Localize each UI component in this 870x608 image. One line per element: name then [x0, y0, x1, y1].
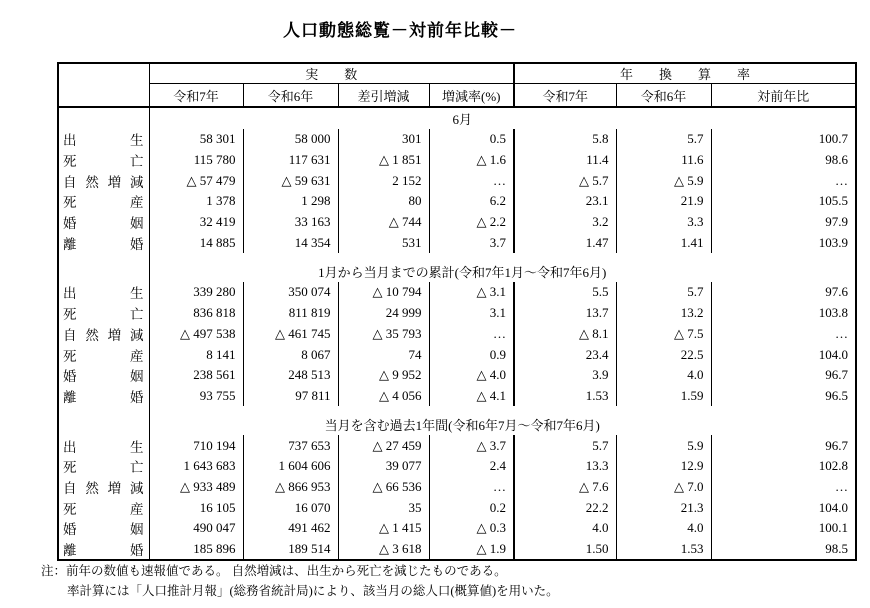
cell-difference: △ 35 793: [338, 324, 429, 345]
column-header-reiwa7-annual: 令和7年: [514, 84, 616, 108]
cell-prev-year-ratio: 100.7: [818, 131, 849, 147]
cell-reiwa7-annual: 1.47: [514, 232, 616, 253]
cell-reiwa7-annual: 13.3: [514, 456, 616, 477]
cell-reiwa6-actual: 14 354: [243, 232, 338, 253]
cell-change-rate: 2.4: [429, 456, 514, 477]
table-row: [58, 212, 856, 233]
cell-reiwa6-actual: △ 59 631: [243, 170, 338, 191]
cell-reiwa6-annual: 21.9: [616, 191, 711, 212]
cell-reiwa7-actual: 238 561: [149, 365, 243, 386]
cell-reiwa6-actual: 117 631: [243, 150, 338, 171]
table-header: [58, 63, 856, 107]
cell-reiwa7-actual: △ 497 538: [149, 324, 243, 345]
cell-change-rate: …: [429, 324, 514, 345]
spacer-cell: [149, 406, 856, 413]
cell-reiwa6-annual: 1.41: [616, 232, 711, 253]
spacer-cell: [149, 253, 856, 260]
cell-prev-year-ratio: 97.9: [825, 214, 849, 230]
cell-reiwa7-annual: △ 5.7: [514, 170, 616, 191]
cell-reiwa6-annual: 21.3: [616, 497, 711, 518]
group-header-annual-rate: 年 換 算 率: [514, 63, 856, 84]
cell-reiwa7-annual: 1.50: [514, 539, 616, 560]
cell-reiwa7-actual: 1 378: [149, 191, 243, 212]
cell-difference: 80: [338, 191, 429, 212]
cell-reiwa7-annual: △ 7.6: [514, 477, 616, 498]
cell-difference: △ 1 851: [338, 150, 429, 171]
table-row: [58, 497, 856, 518]
section-title: 当月を含む過去1年間(令和6年7月～令和7年6月): [324, 417, 600, 433]
cell-difference: 74: [338, 344, 429, 365]
cell-prev-year-ratio: 98.5: [825, 540, 849, 556]
cell-change-rate: △ 4.1: [429, 386, 514, 407]
cell-reiwa6-annual: △ 7.5: [616, 324, 711, 345]
table-row: [58, 386, 856, 407]
footnotes: [41, 561, 559, 601]
cell-difference: △ 10 794: [338, 282, 429, 303]
cell-change-rate: 3.7: [429, 232, 514, 253]
row-label: 自 然 増 減: [58, 477, 149, 498]
cell-prev-year-ratio: 96.7: [825, 437, 849, 453]
row-label: 離 婚: [58, 232, 149, 253]
spacer-cell: [58, 406, 149, 413]
row-label-empty: [58, 413, 149, 435]
cell-difference: △ 27 459: [338, 435, 429, 456]
cell-reiwa7-annual: 1.53: [514, 386, 616, 407]
cell-prev-year-ratio: 103.8: [818, 305, 849, 321]
cell-difference: △ 1 415: [338, 518, 429, 539]
cell-reiwa6-actual: 491 462: [243, 518, 338, 539]
cell-prev-year-ratio: …: [835, 172, 849, 188]
table-row: [58, 232, 856, 253]
cell-reiwa6-annual: 4.0: [616, 365, 711, 386]
table-row: [58, 150, 856, 171]
cell-prev-year-ratio: …: [835, 325, 849, 341]
table-row: [58, 539, 856, 560]
cell-reiwa6-annual: 13.2: [616, 303, 711, 324]
cell-reiwa6-actual: 350 074: [243, 282, 338, 303]
cell-prev-year-ratio: 104.0: [818, 499, 849, 515]
cell-difference: △ 4 056: [338, 386, 429, 407]
cell-change-rate: △ 2.2: [429, 212, 514, 233]
cell-reiwa6-actual: 1 298: [243, 191, 338, 212]
cell-reiwa7-annual: 4.0: [514, 518, 616, 539]
cell-reiwa6-annual: 5.9: [616, 435, 711, 456]
cell-reiwa6-actual: 811 819: [243, 303, 338, 324]
cell-reiwa6-actual: 97 811: [243, 386, 338, 407]
cell-change-rate: 0.9: [429, 344, 514, 365]
cell-change-rate: △ 3.7: [429, 435, 514, 456]
cell-reiwa7-annual: 13.7: [514, 303, 616, 324]
cell-prev-year-ratio: …: [835, 478, 849, 494]
cell-reiwa7-actual: 185 896: [149, 539, 243, 560]
cell-reiwa6-annual: 1.53: [616, 539, 711, 560]
table-row: [58, 365, 856, 386]
cell-prev-year-ratio: 98.6: [825, 152, 849, 168]
cell-prev-year-ratio: 100.1: [818, 520, 849, 536]
cell-reiwa6-annual: 4.0: [616, 518, 711, 539]
cell-reiwa7-annual: 3.2: [514, 212, 616, 233]
cell-reiwa6-actual: 189 514: [243, 539, 338, 560]
cell-reiwa7-actual: 490 047: [149, 518, 243, 539]
cell-reiwa7-annual: 23.4: [514, 344, 616, 365]
row-label: 死 亡: [58, 303, 149, 324]
row-label: 自 然 増 減: [58, 170, 149, 191]
cell-difference: 301: [338, 129, 429, 150]
cell-reiwa6-actual: 58 000: [243, 129, 338, 150]
column-header-change-rate: 増減率(%): [429, 84, 514, 108]
cell-difference: 39 077: [338, 456, 429, 477]
section-title: 1月から当月までの累計(令和7年1月～令和7年6月): [318, 264, 607, 280]
table-row: [58, 282, 856, 303]
cell-change-rate: 6.2: [429, 191, 514, 212]
row-label: 出 生: [58, 435, 149, 456]
cell-reiwa6-annual: 5.7: [616, 282, 711, 303]
cell-prev-year-ratio: 102.8: [818, 458, 849, 474]
table-row: [58, 518, 856, 539]
cell-change-rate: △ 1.9: [429, 539, 514, 560]
table-row: [58, 324, 856, 345]
row-label-empty: [58, 260, 149, 282]
table-row: [58, 435, 856, 456]
cell-difference: △ 3 618: [338, 539, 429, 560]
cell-reiwa6-actual: △ 461 745: [243, 324, 338, 345]
cell-reiwa7-annual: △ 8.1: [514, 324, 616, 345]
cell-change-rate: △ 0.3: [429, 518, 514, 539]
cell-reiwa6-annual: 5.7: [616, 129, 711, 150]
cell-change-rate: 0.2: [429, 497, 514, 518]
cell-difference: 35: [338, 497, 429, 518]
section-title: 6月: [452, 112, 473, 127]
footnote-2: 率計算には「人口推計月報」(総務省統計局)により、該当月の総人口(概算値)を用いた。: [67, 584, 559, 598]
cell-reiwa6-annual: 11.6: [616, 150, 711, 171]
cell-change-rate: △ 3.1: [429, 282, 514, 303]
cell-prev-year-ratio: 97.6: [825, 284, 849, 300]
cell-difference: △ 66 536: [338, 477, 429, 498]
cell-reiwa7-annual: 5.7: [514, 435, 616, 456]
column-header-reiwa6-actual: 令和6年: [243, 84, 338, 108]
cell-reiwa7-actual: 1 643 683: [149, 456, 243, 477]
cell-reiwa6-annual: 22.5: [616, 344, 711, 365]
cell-difference: △ 9 952: [338, 365, 429, 386]
cell-reiwa7-annual: 3.9: [514, 365, 616, 386]
cell-reiwa7-actual: 16 105: [149, 497, 243, 518]
table-row: [58, 303, 856, 324]
cell-change-rate: …: [429, 170, 514, 191]
row-label: 婚 姻: [58, 365, 149, 386]
column-header-prev-year-ratio: 対前年比: [711, 84, 856, 108]
column-header-difference: 差引増減: [338, 84, 429, 108]
table-row: [58, 170, 856, 191]
cell-reiwa6-actual: 33 163: [243, 212, 338, 233]
cell-reiwa6-actual: 16 070: [243, 497, 338, 518]
cell-reiwa7-actual: 339 280: [149, 282, 243, 303]
table-row: [58, 129, 856, 150]
row-label: 死 産: [58, 497, 149, 518]
row-label: 出 生: [58, 282, 149, 303]
cell-prev-year-ratio: 96.5: [825, 387, 849, 403]
cell-reiwa7-actual: 32 419: [149, 212, 243, 233]
row-label: 自 然 増 減: [58, 324, 149, 345]
cell-difference: 531: [338, 232, 429, 253]
cell-reiwa6-annual: △ 5.9: [616, 170, 711, 191]
cell-difference: 24 999: [338, 303, 429, 324]
cell-reiwa7-actual: 93 755: [149, 386, 243, 407]
cell-reiwa7-annual: 11.4: [514, 150, 616, 171]
cell-prev-year-ratio: 104.0: [818, 346, 849, 362]
cell-reiwa7-actual: 58 301: [149, 129, 243, 150]
cell-reiwa6-actual: 737 653: [243, 435, 338, 456]
cell-change-rate: △ 1.6: [429, 150, 514, 171]
table-row: [58, 477, 856, 498]
cell-difference: 2 152: [338, 170, 429, 191]
table-row: [58, 344, 856, 365]
spacer-cell: [58, 253, 149, 260]
cell-reiwa7-annual: 22.2: [514, 497, 616, 518]
cell-reiwa7-actual: 836 818: [149, 303, 243, 324]
cell-prev-year-ratio: 103.9: [818, 234, 849, 250]
cell-change-rate: …: [429, 477, 514, 498]
vital-statistics-table: [57, 62, 857, 561]
cell-reiwa6-annual: 3.3: [616, 212, 711, 233]
row-label: 死 亡: [58, 150, 149, 171]
row-label: 出 生: [58, 129, 149, 150]
cell-reiwa7-actual: △ 933 489: [149, 477, 243, 498]
page-title: 人口動態総覧－対前年比較－: [283, 21, 517, 40]
row-label-empty: [58, 107, 149, 129]
row-label: 離 婚: [58, 539, 149, 560]
row-label: 婚 姻: [58, 212, 149, 233]
cell-reiwa6-actual: 1 604 606: [243, 456, 338, 477]
cell-change-rate: 3.1: [429, 303, 514, 324]
column-header-reiwa6-annual: 令和6年: [616, 84, 711, 108]
row-label: 死 亡: [58, 456, 149, 477]
cell-difference: △ 744: [338, 212, 429, 233]
cell-reiwa7-annual: 5.5: [514, 282, 616, 303]
cell-change-rate: 0.5: [429, 129, 514, 150]
row-label: 死 産: [58, 344, 149, 365]
cell-reiwa7-actual: 115 780: [149, 150, 243, 171]
cell-reiwa6-annual: △ 7.0: [616, 477, 711, 498]
cell-reiwa6-actual: △ 866 953: [243, 477, 338, 498]
cell-prev-year-ratio: 96.7: [825, 367, 849, 383]
cell-reiwa7-actual: △ 57 479: [149, 170, 243, 191]
cell-reiwa7-actual: 14 885: [149, 232, 243, 253]
cell-reiwa6-actual: 248 513: [243, 365, 338, 386]
cell-reiwa7-annual: 5.8: [514, 129, 616, 150]
row-label: 死 産: [58, 191, 149, 212]
table-row: [58, 191, 856, 212]
cell-reiwa6-annual: 1.59: [616, 386, 711, 407]
column-header-reiwa7-actual: 令和7年: [149, 84, 243, 108]
group-header-actual: 実 数: [149, 63, 514, 84]
cell-reiwa7-annual: 23.1: [514, 191, 616, 212]
row-label: 離 婚: [58, 386, 149, 407]
table-body: [58, 107, 856, 560]
cell-reiwa7-actual: 8 141: [149, 344, 243, 365]
table-row: [58, 456, 856, 477]
cell-reiwa6-actual: 8 067: [243, 344, 338, 365]
cell-prev-year-ratio: 105.5: [818, 193, 849, 209]
cell-reiwa6-annual: 12.9: [616, 456, 711, 477]
cell-reiwa7-actual: 710 194: [149, 435, 243, 456]
footnote-1: 注：前年の数値も速報値である。 自然増減は、出生から死亡を減じたものである。: [41, 564, 507, 578]
row-label: 婚 姻: [58, 518, 149, 539]
cell-change-rate: △ 4.0: [429, 365, 514, 386]
corner-cell: [58, 63, 149, 107]
